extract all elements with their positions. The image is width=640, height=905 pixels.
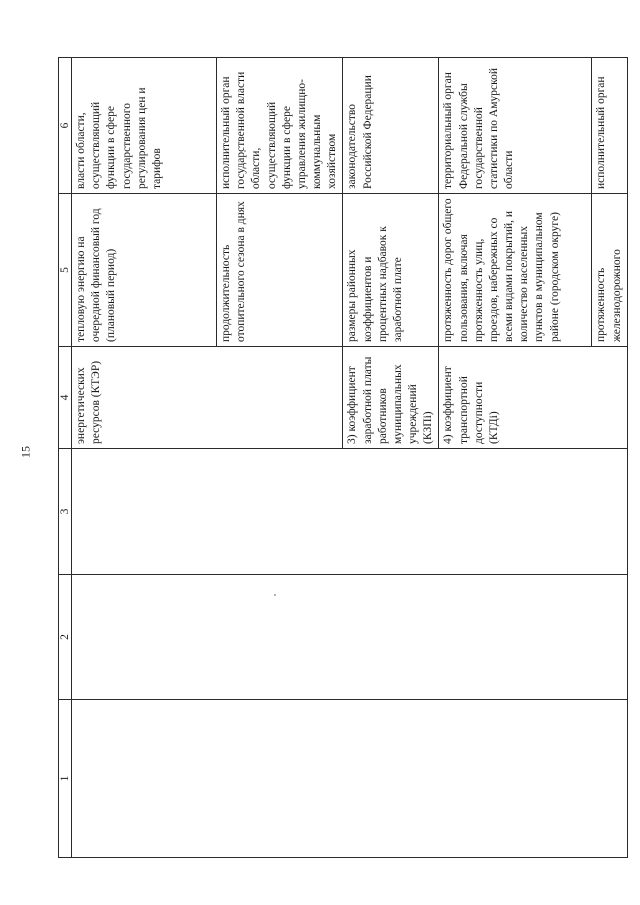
rotated-table-frame	[58, 58, 623, 858]
header-col-1: 1	[59, 700, 72, 858]
cell-col-3	[72, 449, 628, 575]
cell-col-1	[72, 700, 628, 858]
cell-railway-source-data: протяженность железнодорожного	[592, 194, 627, 347]
cell-heating-season: продолжительность отопительного сезона в днях	[217, 194, 343, 347]
cell-ktd-responsible: территориальный орган Федеральной службы государственной статистики по Амурской области	[439, 58, 592, 194]
cell-kzp-indicator: 3) коэффициент заработной платы работников муниципальных учреждений (КЗПi)	[343, 347, 439, 449]
cell-ktar-indicator: энергетических ресурсов (КТЭР)	[72, 347, 343, 449]
header-col-5: 5	[59, 194, 72, 347]
header-col-6: 6	[59, 58, 72, 194]
cell-ktar-source-data: тепловую энергию на очередной финансовый год (плановый период)	[72, 194, 217, 347]
header-col-3: 3	[59, 449, 72, 575]
table-row	[72, 58, 217, 858]
cell-heating-responsible: исполнительный орган государственной власти области, осуществляющий функции в сфере управления жилищно-коммунальным хозяйством	[217, 58, 343, 194]
cell-col-2	[72, 575, 628, 700]
header-col-2: 2	[59, 575, 72, 700]
header-row	[59, 58, 72, 858]
cell-kzp-responsible: законодательство Российской Федерации	[343, 58, 439, 194]
indicator-sources-table	[58, 57, 628, 858]
rotated-table-content	[58, 58, 623, 858]
cell-ktd-source-data: протяженность дорог общего пользования, включая протяженность улиц, проездов, набережных со всеми видами покрытий, и количество населенных пунктов в муниципальном районе (городском округе)	[439, 194, 592, 347]
cell-ktar-responsible: власти области, осуществляющий функции в сфере государственного регулирования цен и тарифов	[72, 58, 217, 194]
page-number: 15	[18, 446, 33, 458]
cell-kzp-source-data: размеры районных коэффициентов и процентных надбавок к заработной плате	[343, 194, 439, 347]
cell-railway-responsible: исполнительный орган	[592, 58, 627, 194]
cell-ktd-indicator: 4) коэффициент транспортной доступности (КТДi)	[439, 347, 627, 449]
header-col-4: 4	[59, 347, 72, 449]
